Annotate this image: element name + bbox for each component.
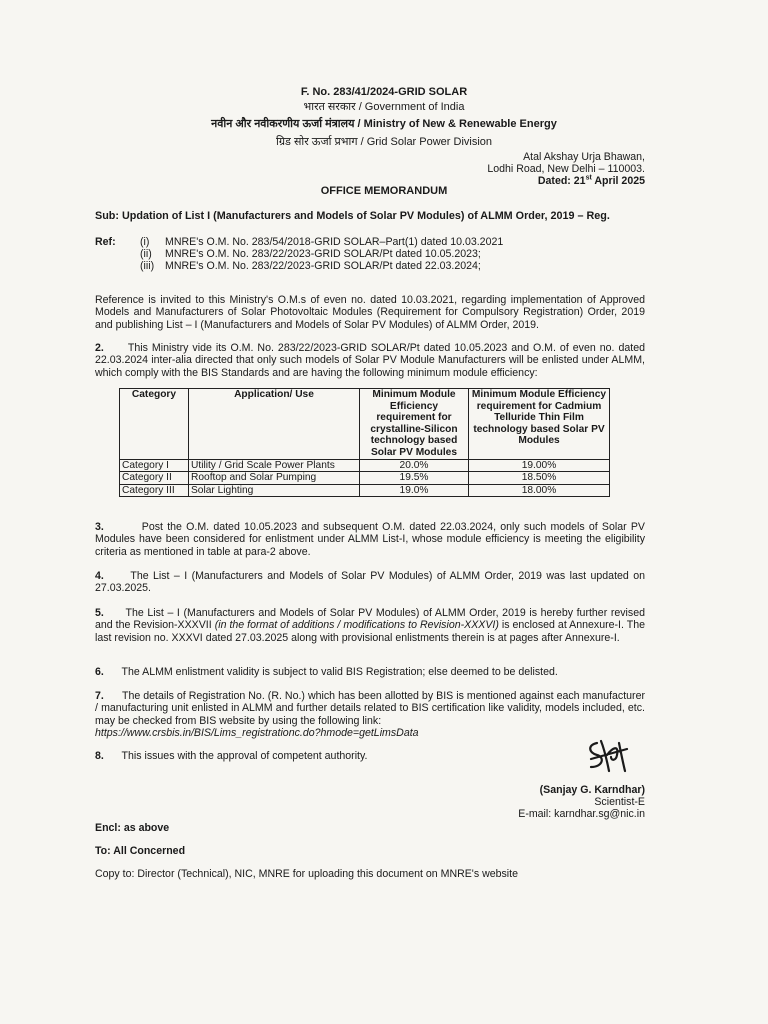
signatory-email: E-mail: karndhar.sg@nic.in <box>518 808 645 820</box>
table-header-cell: Minimum Module Efficiency requirement for Cadmium Telluride Thin Film technology based Solar PV Modules <box>469 389 610 460</box>
division-line: ग्रिड सोर ऊर्जा प्रभाग / Grid Solar Power Division <box>275 136 493 148</box>
table-cell: Category III <box>120 484 189 497</box>
address-line-1: Atal Akshay Urja Bhawan, <box>523 151 645 163</box>
table-cell: Utility / Grid Scale Power Plants <box>189 459 360 472</box>
memo-date: Dated: 21st April 2025 <box>537 174 645 187</box>
table-cell: Rooftop and Solar Pumping <box>189 472 360 485</box>
table-cell: 19.5% <box>360 472 469 485</box>
signature-mark <box>583 737 631 777</box>
ref-label: Ref: <box>95 236 116 248</box>
file-number: F. No. 283/41/2024-GRID SOLAR <box>300 86 468 98</box>
paragraph-6: 6. The ALMM enlistment validity is subject to valid BIS Registration; else deemed to be delisted. <box>95 666 558 678</box>
table-cell: 19.00% <box>469 459 610 472</box>
table-cell: 19.0% <box>360 484 469 497</box>
addressee-line: To: All Concerned <box>95 845 186 857</box>
memo-title: OFFICE MEMORANDUM <box>320 185 448 197</box>
paragraph-3: 3. Post the O.M. dated 10.05.2023 and subsequent O.M. dated 22.03.2024, only such models of Solar PV Modules have been considered for enlistment under ALMM List-I, whose module efficiency is meeting the eligibility criteria as mentioned in table at para-2 above. <box>95 521 645 558</box>
copy-to-line: Copy to: Director (Technical), NIC, MNRE for uploading this document on MNRE's website <box>95 868 518 880</box>
signatory-name: (Sanjay G. Karndhar) <box>539 784 645 796</box>
table-header-cell: Category <box>120 389 189 460</box>
table-row <box>120 484 610 497</box>
table-cell: 18.50% <box>469 472 610 485</box>
paragraph-8: 8. This issues with the approval of competent authority. <box>95 750 368 762</box>
paragraph-4: 4. The List – I (Manufacturers and Models of Solar PV Modules) of ALMM Order, 2019 was last updated on 27.03.2025. <box>95 570 645 595</box>
ministry-line: नवीन और नवीकरणीय ऊर्जा मंत्रालय / Ministry of New & Renewable Energy <box>211 118 557 130</box>
table-cell: 20.0% <box>360 459 469 472</box>
table-cell: Category I <box>120 459 189 472</box>
signatory-designation: Scientist-E <box>594 796 645 808</box>
table-cell: 18.00% <box>469 484 610 497</box>
table-header-cell: Application/ Use <box>189 389 360 460</box>
table-row <box>120 459 610 472</box>
address-line-2: Lodhi Road, New Delhi – 110003. <box>487 163 645 175</box>
paragraph-7: 7. The details of Registration No. (R. No.) which has been allotted by BIS is mentioned against each manufacturer / manufacturing unit enlisted in ALMM and further details related to BIS certification like validity, models included, etc. may be checked from BIS website by using the following link: https://www.crsbis.in/BIS/Lims_registrationc.do?hmode=getLimsData <box>95 690 645 740</box>
table-row <box>120 472 610 485</box>
table-cell: Category II <box>120 472 189 485</box>
government-line: भारत सरकार / Government of India <box>303 101 465 113</box>
paragraph-5: 5. The List – I (Manufacturers and Models of Solar PV Modules) of ALMM Order, 2019 is hereby further revised and the Revision-XXXVII (in the format of additions / modifications to Revision-XXXVI) is enclosed at Annexure-I. The last revision no. XXXVI dated 27.03.2025 along with provisional enlistments therein is at pages after Annexure-I. <box>95 607 645 644</box>
table-header-row <box>120 389 610 460</box>
enclosure-note: Encl: as above <box>95 822 170 834</box>
efficiency-table <box>119 388 610 497</box>
bis-website-link[interactable]: https://www.crsbis.in/BIS/Lims_registrationc.do?hmode=getLimsData <box>95 727 419 740</box>
paragraph-1: Reference is invited to this Ministry's O.M.s of even no. dated 10.03.2021, regarding implementation of Approved Models and Manufacturers of Solar Photovoltaic Modules (Requirement for Compulsory Registration) Order, 2019 and publishing List – I (Manufacturers and Models of Solar PV Modules) of ALMM Order, 2019. <box>95 294 645 331</box>
memo-subject: Sub: Updation of List I (Manufacturers and Models of Solar PV Modules) of ALMM Order, 2019 – Reg. <box>95 210 610 222</box>
table-cell: Solar Lighting <box>189 484 360 497</box>
table-header-cell: Minimum Module Efficiency requirement for crystalline-Silicon technology based Solar PV Modules <box>360 389 469 460</box>
paragraph-2: 2. This Ministry vide its O.M. No. 283/22/2023-GRID SOLAR/Pt dated 10.05.2023 and O.M. of even no. dated 22.03.2024 inter-alia directed that only such models of Solar PV Module Manufacturers will be enlisted under ALMM, which comply with the BIS Standards and are having the following minimum module efficiency: <box>95 342 645 379</box>
